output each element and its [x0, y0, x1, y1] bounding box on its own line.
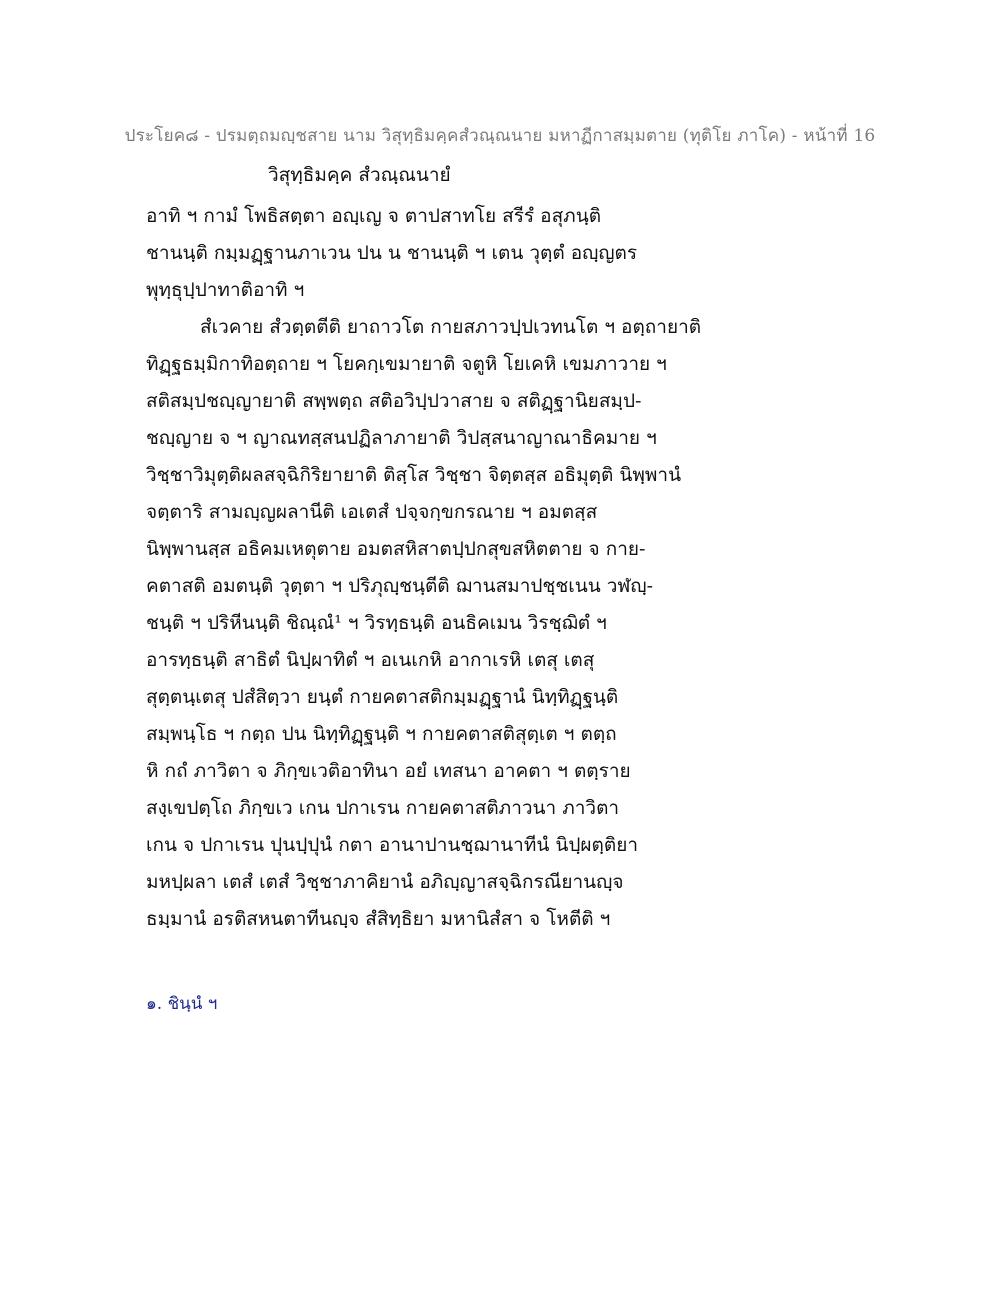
- text-line: ธมฺมานํ อรติสหนตาทีนญฺจ สํสิทฺธิยา มหานิสํสา จ โหตีติ ฯ: [146, 908, 611, 930]
- text-line: นิพฺพานสฺส อธิคมเหตุตาย อมตสหิสาตปฺปกสุขสหิตตาย จ กาย-: [146, 538, 646, 560]
- text-line: จตฺตาริ สามญฺญผลานีติ เอเตสํ ปจฺจกฺขกรณาย ฯ อมตสฺส: [146, 501, 598, 523]
- footnote: ๑. ชินฺนํ ฯ: [146, 994, 218, 1014]
- text-line: สติสมฺปชญฺญายาติ สพฺพตฺถ สติอวิปฺปวาสาย จ สติฏฺฐานิยสมฺป-: [146, 390, 642, 412]
- text-line: พุทฺธุปฺปาทาติอาทิ ฯ: [146, 279, 305, 301]
- section-title: วิสุทฺธิมคฺค สํวณฺณนายํ: [268, 164, 451, 186]
- text-line: วิชฺชาวิมุตฺติผลสจฺฉิกิริยายาติ ติสฺโส วิชฺชา จิตฺตสฺส อธิมุตฺติ นิพฺพานํ: [146, 464, 682, 486]
- text-line: อาทิ ฯ กามํ โพธิสตฺตา อญฺเญ จ ตาปสาทโย สรีรํ อสุภนฺติ: [146, 205, 602, 227]
- text-line: มหปฺผลา เตสํ เตสํ วิชฺชาภาคิยานํ อภิญฺญาสจฺฉิกรณียานญฺจ: [146, 871, 624, 893]
- text-line: ชานนฺติ กมฺมฏฺฐานภาเวน ปน น ชานนฺติ ฯ เตน วุตฺตํ อญฺญตร: [146, 242, 638, 264]
- text-line: สงฺเขปตฺโถ ภิกฺขเว เกน ปกาเรน กายคตาสติภาวนา ภาวิตา: [146, 797, 620, 819]
- text-line-paragraph-start: สํเวคาย สํวตฺตตีติ ยาถาวโต กายสภาวปฺปเวทนโต ฯ อตฺถายาติ: [200, 316, 702, 338]
- text-line: สุตฺตนฺเตสุ ปสํสิตฺวา ยนฺตํ กายคตาสติกมฺมฏฺฐานํ นิทฺทิฏฺฐนฺติ: [146, 686, 619, 708]
- text-line: หิ กถํ ภาวิตา จ ภิกฺขเวติอาทินา อยํ เทสนา อาคตา ฯ ตตฺราย: [146, 760, 631, 782]
- text-line: คตาสติ อมตนฺติ วุตฺตา ฯ ปริภุญฺชนฺตีติ ฌานสมาปชฺชเนน วฬญฺ-: [146, 575, 653, 597]
- text-line: ทิฏฺฐธมฺมิกาทิอตฺถาย ฯ โยคกฺเขมายาติ จตูหิ โยเคหิ เขมภาวาย ฯ: [146, 353, 667, 375]
- text-line: ชนฺติ ฯ ปริหีนนฺติ ชิณฺณํ¹ ฯ วิรทฺธนฺติ อนธิคเมน วิรชฺฌิตํ ฯ: [146, 612, 607, 634]
- body-text: [146, 198, 866, 938]
- text-line: เกน จ ปกาเรน ปุนปฺปุนํ กตา อานาปานชฺฌานาทีนํ นิปฺผตฺติยา: [146, 834, 639, 856]
- running-header: ประโยค๘ - ปรมตฺถมญฺชสาย นาม วิสุทฺธิมคฺคสํวณฺณนาย มหาฏีกาสมฺมตาย (ทุติโย ภาโค) - หน้าที่ 16: [124, 126, 876, 146]
- text-line: ชญฺญาย จ ฯ ญาณทสฺสนปฏิลาภายาติ วิปสฺสนาญาณาธิคมาย ฯ: [146, 427, 657, 449]
- text-line: อารทฺธนฺติ สาธิตํ นิปฺผาทิตํ ฯ อเนเกหิ อากาเรหิ เตสุ เตสุ: [146, 649, 595, 671]
- text-line: สมฺพนฺโธ ฯ กตฺถ ปน นิทฺทิฏฺฐนฺติ ฯ กายคตาสติสุตฺเต ฯ ตตฺถ: [146, 723, 617, 745]
